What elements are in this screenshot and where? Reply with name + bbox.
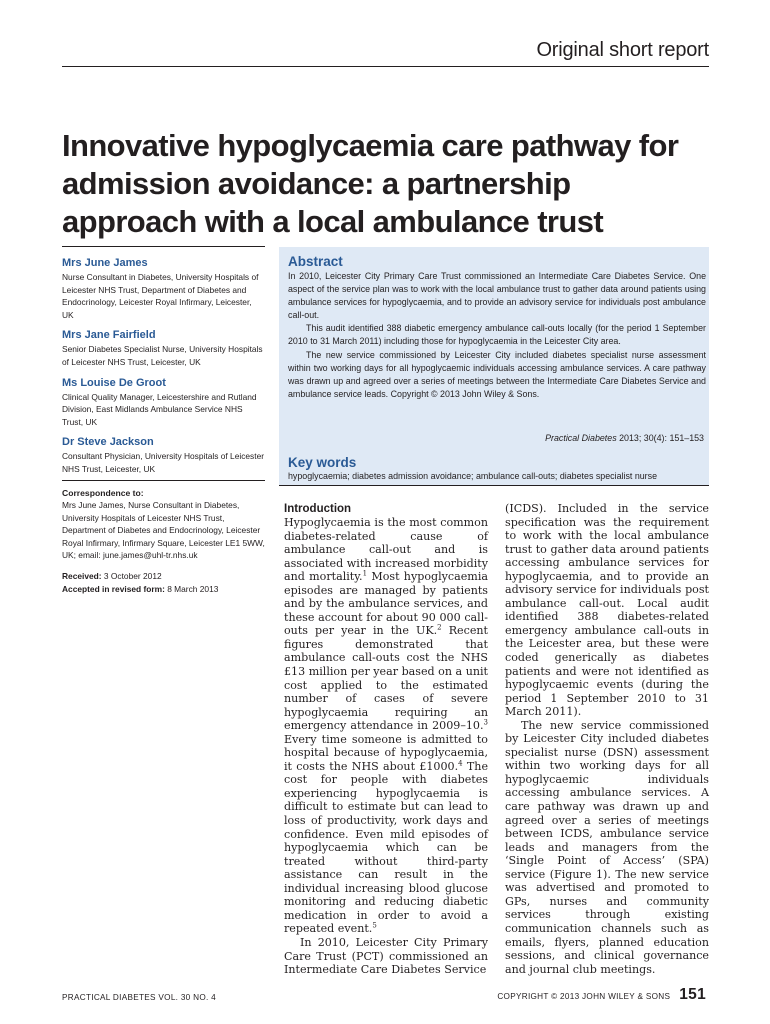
accepted-date: 8 March 2013 (167, 583, 219, 594)
body-paragraph: The new service commissioned by Leicester City included diabetes specialist nurse (DSN) assessment within two working days for all hypoglycaemic individuals accessing ambulance services. A care pathway was drawn up and agreed over a series of meetings between ICDS, ambulance service leads and managers from the ‘Single Point of Access’ (SPA) service (Figure 1). The new service was advertised and promoted to GPs, nurses and community services through existing communication channels such as emails, flyers, planned education sessions, and clinical governance and journal club meetings. (505, 718, 709, 976)
abstract-citation (545, 432, 704, 445)
body-text: Hypoglycaemia is the most common diabetes-related cause of ambulance call-out and is associated with increased morbidity and mortality. (284, 516, 488, 584)
author-affiliation: Nurse Consultant in Diabetes, University Hospitals of Leicester NHS Trust, Department of Diabetes and Endocrinology, Leicester Royal Infirmary, Leicester, UK (62, 272, 259, 320)
footer-right (497, 986, 706, 1004)
footer-journal: PRACTICAL DIABETES VOL. 30 NO. 4 (62, 993, 216, 1002)
footer-copyright: COPYRIGHT © 2013 JOHN WILEY & SONS (497, 992, 671, 1001)
author-affiliation: Senior Diabetes Specialist Nurse, University Hospitals of Leicester NHS Trust, Leicester, UK (62, 344, 263, 367)
keywords-text: hypoglycaemia; diabetes admission avoidance; ambulance call-outs; diabetes specialist nurse (288, 471, 658, 481)
keywords-heading: Key words (288, 455, 357, 470)
body-column-middle (284, 502, 488, 977)
reference-marker: 4 (458, 759, 463, 768)
body-column-right (505, 502, 709, 976)
abstract-paragraph: This audit identified 388 diabetic emergency ambulance call-outs locally (for the period 1 September 2010 to 31 March 2011) including those for hypoglycaemia in the Leicester City area. (288, 323, 706, 347)
accepted-date-line (62, 583, 265, 596)
received-date-line (62, 570, 265, 583)
author-block (62, 435, 265, 475)
author-block (62, 328, 265, 368)
abstract-paragraph: The new service commissioned by Leicester City included diabetes specialist nurse assessment within two working days for all hypoglycaemic individuals accessing ambulance services. A care pathway was drawn up and agreed over a series of meetings between the Intermediate Care Diabetes Service and ambulance service leads. Copyright © 2013 John Wiley & Sons. (288, 349, 706, 399)
body-paragraph (284, 516, 488, 936)
reference-marker: 2 (437, 623, 442, 632)
abstract-text (288, 270, 706, 401)
accepted-label: Accepted in revised form: (62, 583, 165, 594)
body-text: Every time someone is admitted to hospital because of hypoglycaemia, it costs the NHS about £1000. (284, 732, 488, 773)
citation-details: 2013; 30(4): 151–153 (616, 433, 704, 443)
author-name: Dr Steve Jackson (62, 436, 154, 449)
author-block (62, 376, 265, 429)
author-affiliation: Clinical Quality Manager, Leicestershire and Rutland Division, East Midlands Ambulance Service NHS Trust, UK (62, 391, 257, 427)
received-date: 3 October 2012 (103, 570, 162, 581)
correspondence-heading: Correspondence to: (62, 488, 144, 498)
article-dates (62, 570, 265, 595)
author-list (62, 246, 265, 483)
correspondence-text: Mrs June James, Nurse Consultant in Diabetes, University Hospitals of Leicester NHS Trust, Department of Diabetes and Endocrinology, Leicester Royal Infirmary, Infirmary Square, Leicester LE1 5WW, UK; email: june.james@uhl-tr.nhs.uk (62, 500, 265, 561)
author-affiliation: Consultant Physician, University Hospitals of Leicester NHS Trust, Leicester, UK (62, 451, 265, 474)
body-text: Recent figures demonstrated that ambulance call-outs cost the NHS £13 million per year based on a unit cost applied to the estimated number of cases of severe hypoglycaemia requiring an emergency attendance in 2009–10. (284, 624, 488, 733)
correspondence-block (62, 480, 265, 595)
header-rule (62, 66, 709, 67)
author-name: Ms Louise De Groot (62, 376, 166, 389)
introduction-heading: Introduction (284, 503, 352, 515)
section-label: Original short report (536, 39, 709, 61)
correspondence-rule (62, 480, 265, 481)
author-block (62, 246, 265, 321)
page-number: 151 (679, 986, 706, 1003)
abstract-bottom-rule (279, 485, 709, 486)
received-label: Received: (62, 570, 102, 581)
abstract-paragraph: In 2010, Leicester City Primary Care Trust commissioned an Intermediate Care Diabetes Service. One aspect of the service plan was to work with the local ambulance trust to gather data around patients using ambulance services for hypoglycaemia, and to provide an advisory service for individuals post ambulance call-out. (288, 271, 706, 321)
article-title: Innovative hypoglycaemia care pathway for admission avoidance: a partnership approach with a local ambulance trust (62, 128, 679, 239)
reference-marker: 1 (362, 569, 368, 578)
body-text: The cost for people with diabetes experiencing hypoglycaemia is difficult to estimate but can lead to loss of productivity, work days and confidence. Even mild episodes of hypoglycaemia which can be treated without third-party assistance can result in the individual increasing blood glucose monitoring and reducing diabetic medication in order to avoid a repeated event. (284, 759, 489, 936)
reference-marker: 5 (372, 921, 377, 930)
reference-marker: 3 (483, 718, 488, 727)
abstract-heading: Abstract (288, 254, 343, 269)
body-paragraph: In 2010, Leicester City Primary Care Trust (PCT) commissioned an Intermediate Care Diabetes Service (284, 935, 488, 977)
author-name: Mrs Jane Fairfield (62, 329, 156, 342)
citation-journal: Practical Diabetes (545, 433, 617, 443)
body-text: Most hypoglycaemia episodes are managed by patients and by the ambulance services, and these account for about 90 000 call-outs per year in the UK. (284, 570, 488, 638)
body-paragraph: (ICDS). Included in the service specification was the requirement to work with the local ambulance trust to gather data around patients accessing ambulance services for hypoglycaemia, and to provide an advisory service for individuals post ambulance call-out. Local audit identified 388 diabetes-related emergency ambulance call-outs in the Leicester area, but these were coded generically as diabetes patients and were not identified as hypoglycaemic events (during the period 1 September 2010 to 31 March 2011). (505, 502, 709, 719)
author-name: Mrs June James (62, 257, 148, 269)
